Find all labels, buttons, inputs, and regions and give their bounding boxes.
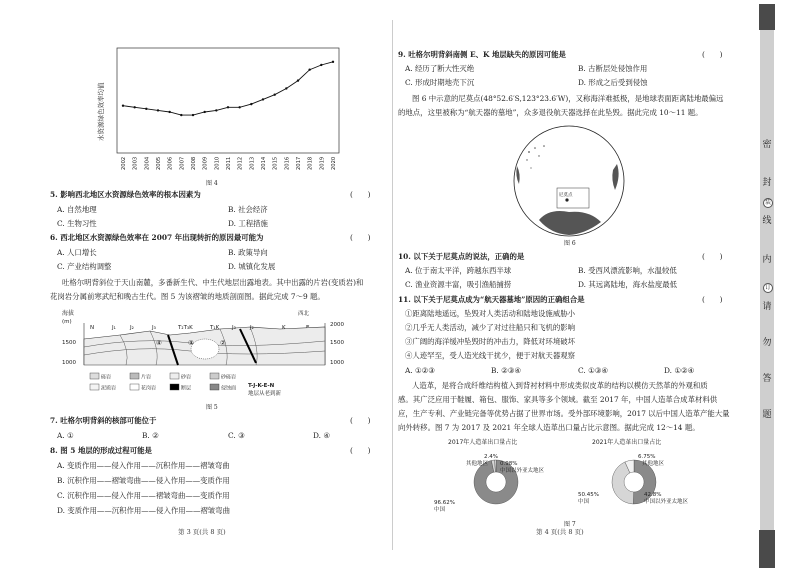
fig5-legend-label-2: 砂岩: [181, 374, 192, 381]
fig4-point-2013: [250, 103, 252, 105]
passage3-line3: 应，生产专利、产业链完备等优势占据了世界市场。受外部环境影响，2017 以后中国人造革产能大量: [398, 409, 730, 418]
fig7-left-name-label-1: 其他地区: [466, 461, 489, 467]
q11-option-b[interactable]: B. ②③④: [491, 366, 522, 375]
fig5-legend-label-7: 侵蚀面: [221, 385, 237, 392]
q11-statement-3: ③广阔的海洋缓冲坠毁时的冲击力，降低对环境破坏: [405, 337, 575, 346]
q11-statement-1: ①距离陆地遥远，坠毁对人类活动和陆地设施威胁小: [405, 309, 575, 318]
fig4-xtick-2006: 2006: [167, 156, 174, 170]
fig4-point-2019: [320, 64, 322, 66]
fig4-point-2009: [203, 111, 205, 113]
q10-option-a[interactable]: A. 位于南太平洋，跨越东西半球: [405, 266, 512, 275]
fig5-layer-label-2: J₂: [130, 325, 134, 331]
fig5-legend-swatch-7: [210, 384, 219, 390]
binding-char-2: 封: [762, 178, 772, 188]
fig5-legend-code: T-J-K-E-N: [248, 383, 275, 389]
q6-option-c[interactable]: C. 产业结构调整: [57, 262, 112, 271]
q5-stem: 5. 影响西北地区水资源绿色效率的根本因素为: [50, 190, 201, 199]
fig5-layer-label-3: J₃: [152, 325, 156, 331]
fig5-legend-swatch-4: [90, 384, 99, 390]
fig4-chart: [95, 46, 345, 176]
fig5-left-tick-1000: 1000: [62, 360, 76, 366]
fig5-legend-label-6: 断层: [181, 385, 192, 392]
fig5-legend-label-5: 花岗岩: [141, 385, 157, 392]
binding-char-1: 密: [762, 140, 772, 150]
binding-bar-middle: [760, 30, 774, 530]
q8-option-c[interactable]: C. 沉积作用——侵入作用——褶皱弯曲——变质作用: [57, 491, 230, 500]
binding-char-7: 答: [762, 374, 772, 384]
fig5-marker-1: ③: [188, 339, 194, 347]
fig4-point-2017: [297, 79, 299, 81]
fig4-point-2002: [122, 105, 124, 107]
fig4-xtick-2017: 2017: [296, 156, 302, 170]
fig5-legend-swatch-6: [170, 384, 179, 390]
fig5-legend-label-3: 砂砾岩: [221, 374, 237, 381]
fig5-legend-swatch-2: [170, 373, 179, 379]
fig6-caption: 图 6: [564, 240, 576, 247]
q11-statement-2: ②几乎无人类活动，减少了对过往船只和飞机的影响: [405, 323, 575, 332]
fig4-xtick-2019: 2019: [319, 156, 326, 170]
q7-option-c[interactable]: C. ③: [228, 431, 245, 440]
binding-char-5: 请: [762, 302, 772, 312]
fig6-nemo-point: [565, 198, 568, 201]
fig4-point-2016: [285, 87, 287, 89]
fig5-ylabel-unit: (m): [62, 319, 72, 325]
left-page: [0, 0, 392, 572]
fig5-layer-label-7: J₂: [250, 325, 254, 331]
q6-option-b[interactable]: B. 政策导向: [228, 248, 268, 257]
fig5-marker-2: ②: [220, 339, 226, 347]
fig4-xtick-2003: 2003: [132, 156, 139, 170]
fig5-layer-label-6: J₃: [232, 325, 236, 331]
q5-paren: ( ): [350, 190, 371, 199]
fig4-xtick-2015: 2015: [272, 156, 279, 170]
fig5-cross-section: [60, 307, 360, 402]
fig7-right-pct-label-0: 50.45%: [578, 492, 599, 498]
q11-stem: 11. 以下关于尼莫点成为“航天器墓地”原因的正确组合是: [398, 295, 585, 304]
fig4-xtick-2012: 2012: [237, 156, 244, 170]
fig4-caption: 图 4: [206, 180, 218, 187]
fig4-point-2012: [238, 106, 240, 108]
q11-option-c[interactable]: C. ①③④: [578, 366, 608, 375]
fig5-layer-label-8: K: [282, 325, 286, 331]
q6-stem: 6. 西北地区水资源绿色效率在 2007 年出现转折的原因最可能为: [50, 233, 264, 242]
fig7-left-pct-label-0: 96.62%: [434, 500, 455, 506]
q11-statement-4: ④人迹罕至，受人造光线干扰少，便于对航天器观察: [405, 351, 575, 360]
fig5-legend-label-1: 片岩: [141, 374, 152, 381]
fig6-globe: [509, 124, 629, 238]
fig4-xtick-2016: 2016: [284, 156, 291, 170]
q6-option-a[interactable]: A. 人口增长: [57, 248, 97, 257]
fig4-xtick-2007: 2007: [179, 156, 186, 170]
fig5-granite-body: [191, 339, 219, 359]
q9-option-d[interactable]: D. 形成之后受到侵蚀: [578, 78, 648, 87]
fig5-legend-code-label: 地层从老到新: [248, 391, 282, 397]
fig5-legend-label-0: 砾岩: [101, 374, 112, 381]
q6-option-d[interactable]: D. 城镇化发展: [228, 262, 276, 271]
fig7-right-pct-label-1: 42.8%: [644, 492, 662, 498]
q10-option-b[interactable]: B. 受西风漂流影响，水温较低: [578, 266, 677, 275]
fig5-right-tick-1500: 1500: [330, 340, 344, 346]
fig7-caption: 图 7: [564, 521, 576, 528]
q8-option-a[interactable]: A. 变质作用——侵入作用——沉积作用——褶皱弯曲: [57, 461, 230, 470]
fig5-ylabel-title: 海拔: [62, 310, 75, 317]
fig5-caption: 图 5: [206, 404, 218, 411]
fig5-legend-label-4: 泥质岩: [101, 385, 117, 392]
fig5-layer-label-0: N: [90, 325, 95, 331]
q11-option-d[interactable]: D. ①②④: [664, 366, 695, 375]
binding-dot-2: 订: [764, 284, 771, 291]
q7-stem: 7. 吐格尔明背斜的核部可能位于: [50, 416, 157, 425]
fig7-right-title: 2021年人造革出口量占比: [592, 439, 662, 446]
fig4-point-2018: [308, 68, 310, 70]
fig7-left-name-label-0: 中国: [434, 507, 446, 513]
q5-option-a[interactable]: A. 自然地理: [57, 205, 97, 214]
binding-char-3: 线: [762, 216, 772, 226]
q7-option-a[interactable]: A. ①: [57, 431, 74, 440]
fig4-point-2020: [332, 61, 334, 63]
binding-char-8: 题: [762, 410, 772, 420]
fig4-point-2008: [192, 114, 194, 116]
passage1-line2: 花岗岩分属前寒武纪和晚古生代。图 5 为该褶皱的地质剖面图。据此完成 7～9 题。: [50, 292, 325, 301]
fig5-legend-swatch-5: [130, 384, 139, 390]
fig4-xtick-2011: 2011: [226, 156, 232, 170]
fig5-left-tick-1500: 1500: [62, 340, 76, 346]
passage3-line1: 人造革，是将合成纤维结构植入到背衬材料中形成类似皮革的结构以模仿天然革的外观和质: [412, 381, 708, 390]
fig4-point-2004: [145, 108, 147, 110]
q10-option-d[interactable]: D. 其远离陆地，海水盐度最低: [578, 280, 678, 289]
fig5-layer-label-4: T₂T₃K: [178, 325, 193, 331]
q5-option-c[interactable]: C. 生物习性: [57, 219, 97, 228]
footer-right-page-number: 第 4 页(共 8 页): [536, 528, 584, 536]
binding-bar-top: [759, 4, 775, 30]
passage3-line2: 感。其广泛应用于鞋履、箱包、服饰、家具等多个领域。截至 2017 年，中国人造革合成革材料供: [398, 395, 718, 404]
right-page: [392, 0, 756, 572]
fig4-xtick-2008: 2008: [191, 156, 197, 170]
q11-option-a[interactable]: A. ①②③: [405, 366, 435, 375]
fig4-xtick-2014: 2014: [261, 156, 267, 170]
fig4-xtick-2013: 2013: [249, 156, 256, 170]
passage1-line1: 吐格尔明背斜位于天山南麓，多番新生代、中生代地层出露地表。其中出露的片岩(变质岩)和: [62, 278, 364, 287]
footer-left-page-number: 第 3 页(共 8 页): [178, 528, 226, 536]
fig4-point-2007: [180, 114, 182, 116]
q9-paren: ( ): [702, 50, 723, 59]
q9-stem: 9. 吐格尔明背斜南侧 E、K 地层缺失的原因可能是: [398, 50, 566, 59]
fig7-right-name-label-2: 其他地区: [642, 461, 665, 467]
q10-option-c[interactable]: C. 渔业资源丰富，吸引渔船捕捞: [405, 280, 512, 289]
fig4-ylabel: 水资源绿色效率均值: [97, 82, 105, 141]
fig5-legend-swatch-3: [210, 373, 219, 379]
fig4-xtick-2009: 2009: [202, 156, 209, 170]
fig4-xtick-2004: 2004: [144, 156, 151, 170]
q8-option-b[interactable]: B. 沉积作用——褶皱弯曲——侵入作用——变质作用: [57, 476, 230, 485]
q8-option-d[interactable]: D. 变质作用——沉积作用——侵入作用——褶皱弯曲: [57, 506, 230, 515]
fig7-right-name-label-0: 中国: [578, 499, 590, 505]
fig5-legend-swatch-0: [90, 373, 99, 379]
fig4-point-2014: [262, 98, 264, 100]
q10-stem: 10. 以下关于尼莫点的说法，正确的是: [398, 252, 525, 261]
fig4-point-2003: [133, 106, 135, 108]
fig5-marker-0: ④: [156, 339, 162, 347]
fig4-point-2010: [215, 109, 217, 111]
fig4-xtick-2018: 2018: [307, 156, 314, 170]
q9-option-a[interactable]: A. 经历了断大性灭绝: [405, 64, 475, 73]
q7-option-d[interactable]: D. ④: [313, 431, 330, 440]
fig5-right-tick-1000: 1000: [330, 360, 344, 366]
binding-char-6: 勿: [762, 338, 772, 348]
fig7-left-title: 2017年人造革出口量占比: [448, 439, 518, 446]
fig4-point-2005: [157, 109, 159, 111]
fig6-nemo-label: 尼莫点: [559, 193, 573, 198]
q5-option-d[interactable]: D. 工程措施: [228, 219, 268, 228]
passage2-line1: 图 6 中示意的尼莫点(48°52.6′S,123°23.6′W)，又称海洋难抵极，是地球表面距离陆地最偏远: [412, 94, 724, 103]
q7-option-b[interactable]: B. ②: [142, 431, 159, 440]
q9-option-b[interactable]: B. 古断层处侵蚀作用: [578, 64, 648, 73]
fig5-right-tick-2000: 2000: [330, 322, 344, 328]
fig5-direction-label: 西北: [298, 311, 310, 317]
q5-option-b[interactable]: B. 社会经济: [228, 205, 268, 214]
fig4-xtick-2005: 2005: [156, 156, 162, 170]
q10-paren: ( ): [702, 252, 723, 261]
fig4-xtick-2002: 2002: [121, 156, 127, 170]
q11-paren: ( ): [702, 295, 723, 304]
binding-dot-1: 装: [764, 199, 771, 206]
fig5-layer-label-1: J₁: [112, 325, 116, 331]
fig4-xtick-2020: 2020: [331, 156, 337, 170]
fig4-xtick-2010: 2010: [214, 156, 221, 170]
binding-char-4: 内: [762, 255, 772, 265]
fig5-layer-label-5: T₁K: [210, 325, 220, 331]
fig4-point-2015: [273, 94, 275, 96]
q9-option-c[interactable]: C. 形成时期地壳下沉: [405, 78, 475, 87]
fig7-left-pct-label-2: 0.98%: [500, 461, 518, 467]
fig5-legend-swatch-1: [130, 373, 139, 379]
q8-paren: ( ): [350, 446, 371, 455]
fig4-point-2006: [168, 111, 170, 113]
q8-stem: 8. 图 5 地层的形成过程可能是: [50, 446, 152, 455]
passage3-line4: 向外转移。图 7 为 2017 及 2021 年全球人造革出口量占比示意图。据此完成 12～14 题。: [398, 423, 700, 432]
fig4-point-2011: [227, 106, 229, 108]
q7-paren: ( ): [350, 416, 371, 425]
fig7-right-name-label-1: 中国以外亚太地区: [644, 499, 689, 505]
q6-paren: ( ): [350, 233, 371, 242]
fig7-left-pct-label-1: 2.4%: [484, 454, 498, 460]
fig7-left-name-label-2: 中国以外亚太地区: [500, 468, 545, 474]
fig7-right-pct-label-2: 6.75%: [638, 454, 656, 460]
fig7-donut-charts: [412, 436, 732, 520]
binding-bar-bottom: [759, 530, 775, 568]
passage2-line2: 的地点，这里被称为“航天器的墓地”，众多退役航天器选择在此坠毁。据此完成 10～11 题。: [398, 108, 703, 117]
